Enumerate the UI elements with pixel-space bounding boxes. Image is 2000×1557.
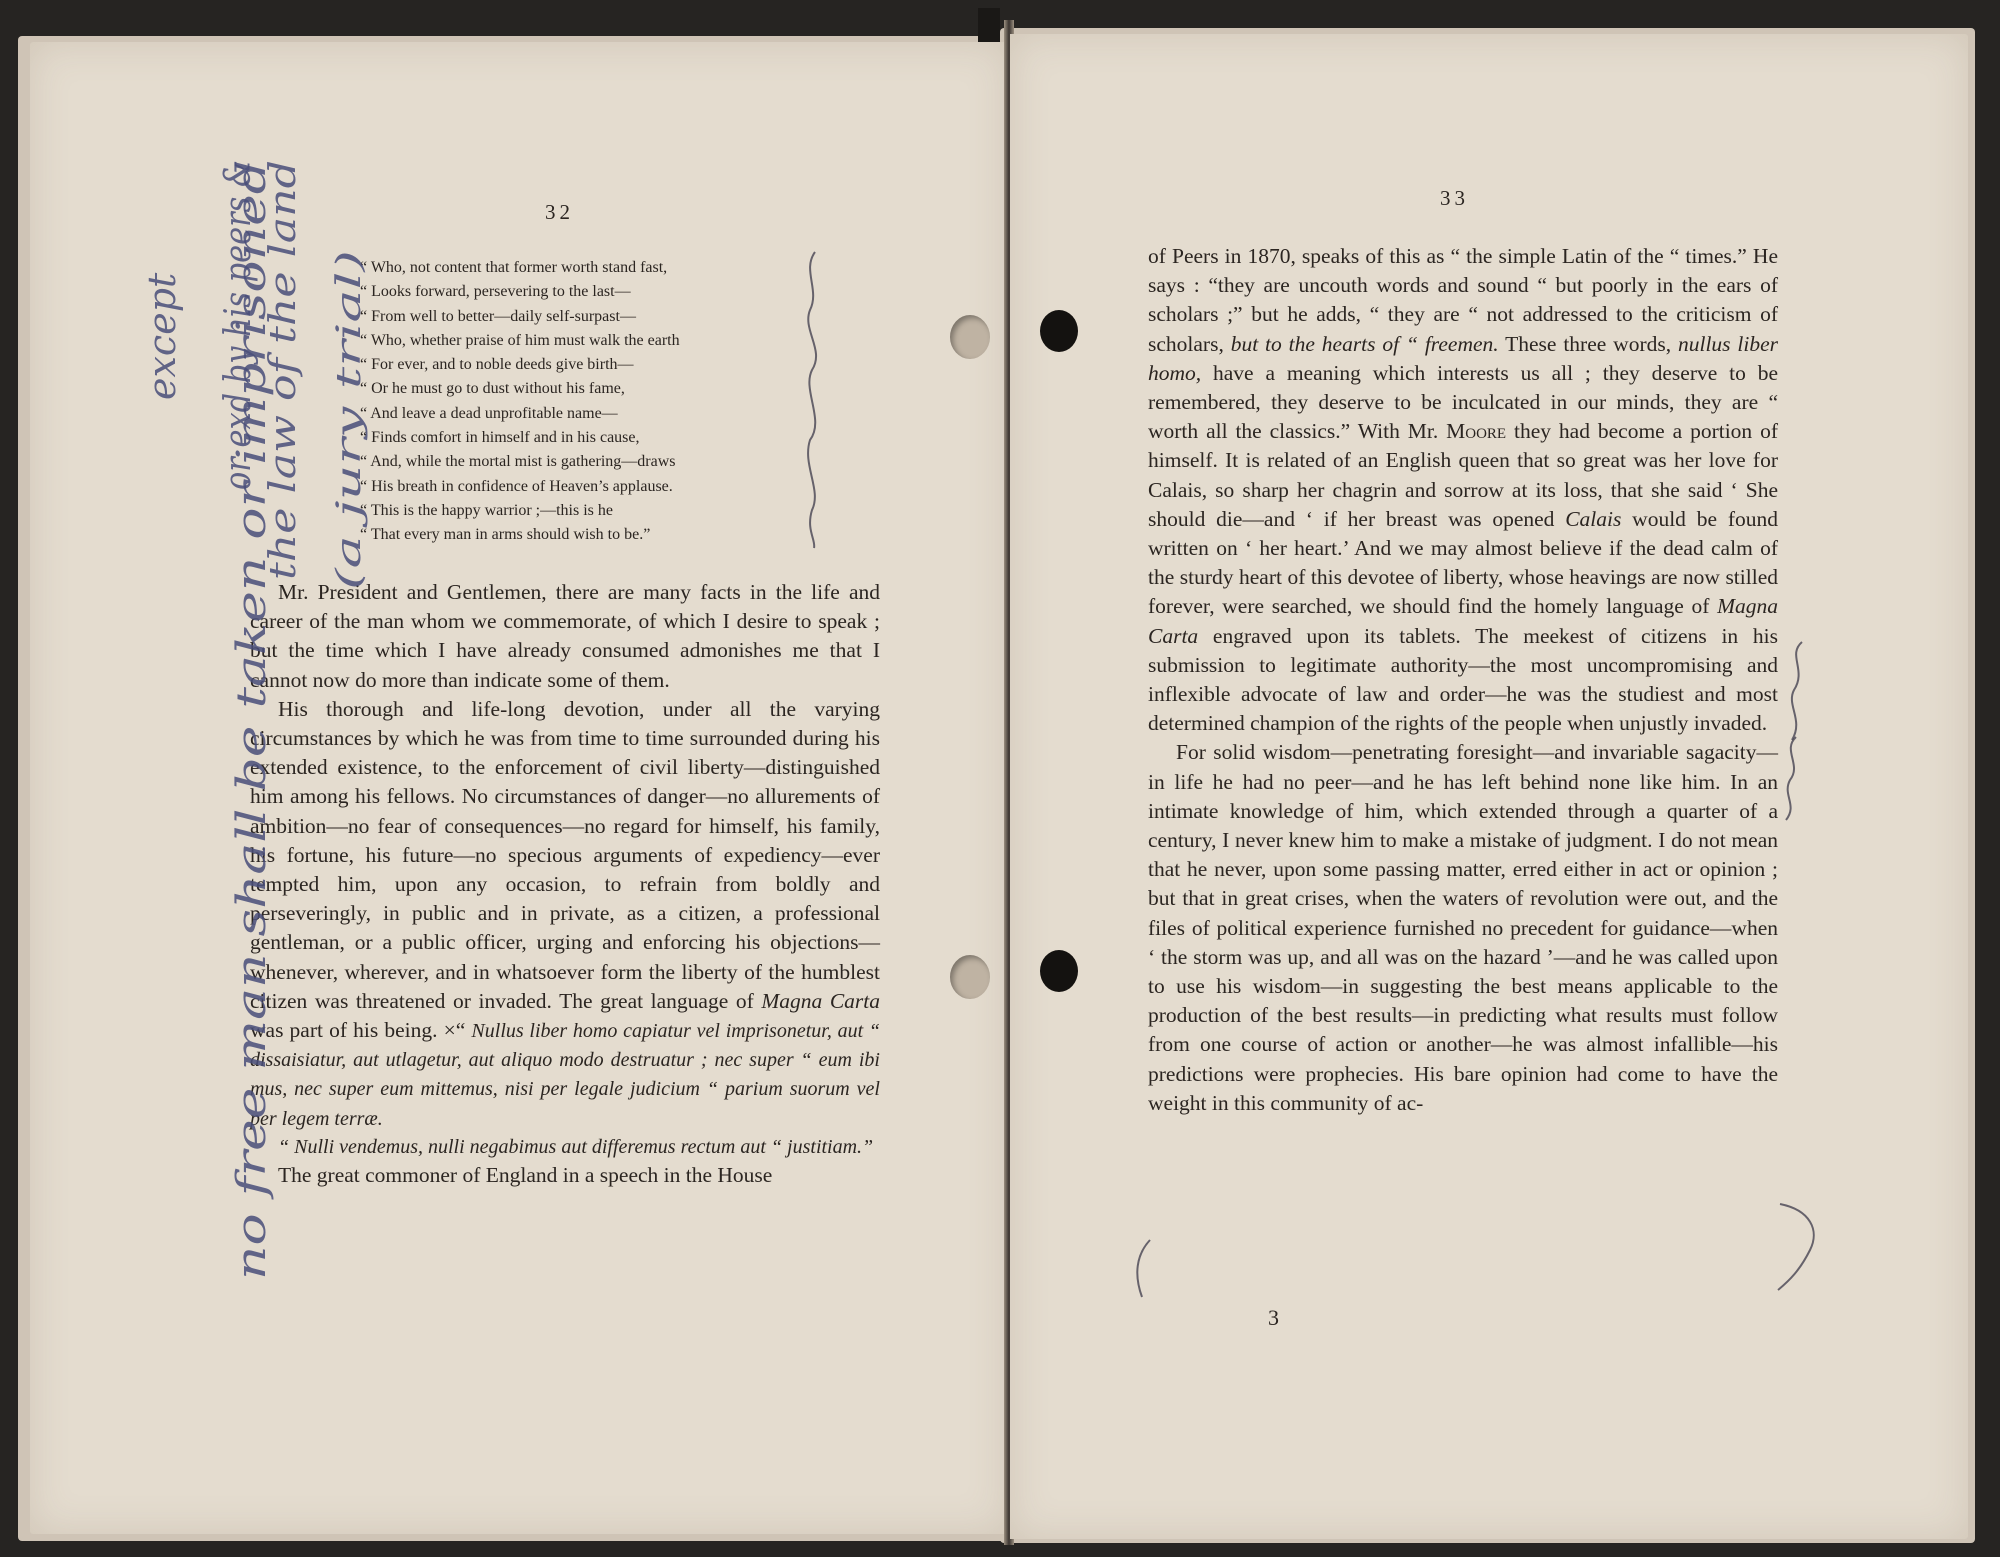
poem-margin-bracket	[800, 250, 840, 550]
margin-bracket	[1130, 1235, 1160, 1305]
poem-line: “ Finds comfort in himself and in his cause,	[360, 429, 640, 447]
italic-term: Calais	[1565, 506, 1622, 531]
poem-line: “ That every man in arms should wish to be.”	[360, 526, 651, 544]
signature-mark: 3	[1268, 1305, 1279, 1330]
poem-line: “ And leave a dead unprofitable name—	[360, 404, 618, 422]
margin-bracket	[1778, 735, 1818, 825]
poem-line: “ Who, not content that former worth stand fast,	[360, 259, 668, 276]
paragraph-text: of Peers in 1870, speaks of this as “ the simple Latin of the “ times.” He says : “they are uncouth words and sound “ but poorly in the ears of scholars ;” but he adds, “ they are “ not addressed to the criticism of scholars,	[1148, 244, 1778, 356]
left-page-number: 32	[545, 200, 574, 224]
handwriting-line: (a jury trial)	[329, 381, 369, 590]
latin-quote: “ Nulli vendemus, nulli negabimus aut differemus rectum aut “ justitiam.”	[278, 1135, 874, 1158]
margin-bracket	[1782, 640, 1822, 750]
paragraph-text: These three words,	[1498, 331, 1678, 356]
poem-line: “ From well to better—daily self-surpast—	[360, 307, 636, 325]
paragraph: The great commoner of England in a speech in the House	[278, 1162, 773, 1187]
handwriting-line: no free man shall be taken or imprisoned	[229, 442, 275, 1280]
paragraph-text: was part of his being. ×“	[250, 1018, 472, 1043]
punch-hole	[950, 315, 990, 359]
binding-strip	[978, 8, 1000, 46]
margin-bracket	[1770, 1190, 1830, 1300]
paragraph-text: His thorough and life-long devotion, under all the varying circumstances by which he was from time to time surrounded during his extended existence, to the enforcement of civil liberty—distinguished him among his fellows. No circumstances of danger—no allurements of ambition—no fear of consequences—no regard for himself, his family, his fortune, his future—no specious arguments of expediency—ever tempted him, upon any occasion, to refrain from boldly and perseveringly, in public and in private, as a citizen, a professional gentleman, or a public officer, urging and enforcing his objections—whenever, wherever, and in whatsoever form the liberty of the humblest citizen was threatened or invaded. The great language of	[250, 696, 880, 1013]
right-body-text	[1148, 242, 1778, 1118]
italic-term: Magna Carta	[1148, 594, 1778, 648]
italic-term: but to the hearts of “ freemen.	[1230, 331, 1499, 356]
italic-term: nullus liber homo,	[1148, 331, 1779, 385]
handwriting-line: the law of the land	[263, 238, 304, 580]
poem-line: “ Or he must go to dust without his fame,	[360, 380, 625, 398]
poem-line: “ This is the happy warrior ;—this is he	[360, 501, 613, 519]
punch-hole	[950, 955, 990, 999]
handwriting-line: or exd by his peers &	[218, 99, 259, 490]
paragraph-text: engraved upon its tablets. The meekest of citizens in his submission to legitimate authority—the most uncompromising and inflexible advocate of law and order—he was the studiest and most determined champion of the rights of the people when unjustly invaded.	[1148, 623, 1778, 736]
poem-line: “ Who, whether praise of him must walk the earth	[360, 331, 680, 349]
punch-hole	[1040, 310, 1078, 352]
paragraph	[1148, 242, 1778, 738]
paragraph-text: they had become a portion of himself. It is related of an English queen that so great was her love for Calais, so sharp her chagrin and sorrow at its loss, that she said ‘ She should die—and ‘ if her breast was opened	[1148, 419, 1778, 531]
poem-line: “ And, while the mortal mist is gathering—draws	[360, 453, 676, 471]
poem-quote	[360, 256, 820, 548]
paragraph-text: have a meaning which interests us all ; they deserve to be remembered, they deserve to be inculcated in our minds, they are “ worth all the classics.” With Mr.	[1148, 360, 1778, 444]
italic-term: Magna Carta	[761, 988, 880, 1013]
latin-quote: Nullus liber homo capiatur vel imprisonetur, aut “ dissaisiatur, aut utlagetur, aut aliquo modo destruatur ; nec super “ eum ibi mus, nec super eum mittemus, nisi per legale judicium “ parium suorum vel per legem terræ.	[250, 1020, 881, 1130]
poem-line: “ His breath in confidence of Heaven’s applause.	[360, 477, 673, 495]
paragraph-text: would be found written on ‘ her heart.’ And we may almost believe if the dead calm of the sturdy heart of this devotee of liberty, whose heavings are now stilled forever, were searched, we should find the homely language of	[1148, 506, 1778, 619]
small-caps-name: Moore	[1446, 419, 1507, 444]
paragraph: For solid wisdom—penetrating foresight—and invariable sagacity—in life he had no peer—and he has left behind none like him. In an intimate knowledge of him, which extended through a quarter of a century, I never knew him to make a mistake of judgment. I do not mean that he never, upon some passing matter, erred either in act or opinion ; but that in great crises, when the waters of revolution were out, and the files of political experience furnished no precedent for guidance—when ‘ the storm was up, and all was on the hazard ’—and he was called upon to use his wisdom—in suggesting the best means applicable to the production of the best results—in predicting what results must follow from one course of action or another—he was almost infallible—his predictions were prophecies. His bare opinion had come to have the weight in this community of ac-	[1148, 740, 1778, 1115]
punch-hole	[1040, 950, 1078, 992]
right-page-number: 33	[1440, 186, 1469, 210]
paragraph: Mr. President and Gentlemen, there are many facts in the life and career of the man whom we commemorate, of which I desire to speak ; but the time which I have already consumed admonishes me that I cannot now do more than indicate some of them.	[250, 580, 880, 692]
poem-line: “ Looks forward, persevering to the last—	[360, 283, 631, 301]
paragraph	[250, 695, 880, 1133]
handwriting-line: except	[140, 272, 184, 400]
poem-line: “ For ever, and to noble deeds give birth—	[360, 356, 634, 374]
left-body-text	[250, 578, 880, 1190]
